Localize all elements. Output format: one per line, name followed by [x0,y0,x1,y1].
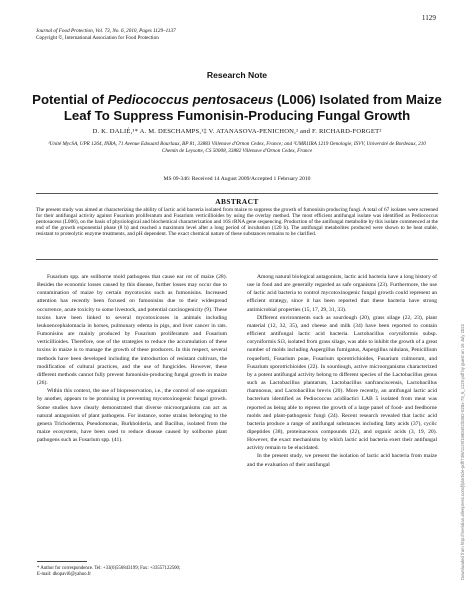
body-paragraph: In the present study, we present the isolation of lactic acid bacteria from maize and the evaluation of their antifungal [247,453,437,468]
body-left-column [37,273,227,444]
footnote-email: E-mail: dkopavi0@yahoo.fr [37,572,91,578]
body-paragraph: Among natural biological antagonists, lactic acid bacteria have a long history of use in food and are generally regarded as safe organisms (23). Furthermore, the use of lactic acid bacteria to control mycotoxinogenic fungal growth could represent an efficient strategy, since it has been reported that these bacteria have strong antimicrobial properties (15, 17, 29, 31, 33). [247,274,437,313]
download-watermark [458,40,468,580]
download-watermark-text: Downloaded from http://meridian.allenpress.com/jfp/article-pdf/73/6/1129/1680492/0362-028x-73_6_1129.pdf by guest on 16 July 2022 [460,323,465,580]
article-title [20,92,454,124]
journal-copyright: Copyright ©, International Association for Food Protection [36,35,159,42]
abstract-bottom-rule [36,259,438,260]
title-species: Pediococcus pentosaceus [107,92,274,107]
journal-header [36,28,176,42]
body-paragraph: Different environments such as sourdough (20), grass silage (22, 23), plant material (12, 32, 35), and cheese and milk (34) have been reported to contain efficient antifungal lactic acid bacteria. Lactobacillus coryniformis subsp. coryniformis Si3, isolated from grass silage, was able to inhibit the growth of a great number of molds including Aspergillus fumigatus, Aspergillus nidulans, Penicillium roqueforti, Fusarium poae, Fusarium sporotrichioides, Fusarium culmorum, and Fusarium sporotrichioides (22). In sourdough, active microorganisms characterized by a potent antifungal activity belong to different species of the Lactobacillus genus such as Lactobacillus plantarum, Lactobacillus sanfranciscensis, Lactobacillus rhamnosus, and Lactobacillus brevis (20). More recently, an antifungal lactic acid bacterium identified as Pediococcus acidilactici LAB 5 isolated from meat was reported as being able to repress the growth of a large panel of food- and feedborne molds and plant-pathogenic fungi (24). Recent research revealed that lactic acid bacteria produce a range of antifungal substances including fatty acids (37), cyclic dipeptides (38), proteinaceous compounds (22), and organic acids (3, 19, 20). However, the exact mechanisms by which lactic acid bacteria exert their antifungal activity remain to be elucidated. [247,314,437,452]
section-label: Research Note [206,70,268,80]
body-paragraph: Fusarium spp. are soilborne mold pathogens that cause ear rot of maize (28). Besides the economic losses caused by this disease, further losses may occur due to contamination of maize by certain mycotoxins such as fumonisins. Increased attention has recently been focused on fumonisins due to their widespread occurrence, acute toxicity to some livestock, and potential carcinogenicity (9). These toxins have been linked to several mycotoxicoses in animals including leukoencephalomacia in horses, pulmonary edema in pigs, and liver cancer in rats. Fumonisins are mainly produced by Fusarium proliferatum and Fusarium verticillioides. Therefore, one of the strategies to reduce the accumulation of these toxins in maize is to manage the growth of these producers. In this respect, several methods have been developed including the introduction of resistant cultivars, the modification of cultural practices, and the use of fungicides. However, these different methods cannot fully prevent fumonisin-producing fungal growth in maize (26). [37,274,227,387]
body-right-column [247,273,437,469]
abstract-top-rule [36,193,438,194]
title-suffix: (L006) Isolated from Maize Leaf To Suppress Fumonisin-Producing Fungal Growth [63,92,442,123]
page-number: 1129 [421,14,436,22]
abstract-text: The present study was aimed at characterizing the ability of lactic acid bacteria isolated from maize to suppress the growth of fumonisin producing fungi. A total of 67 isolates were screened for their antifungal activity against Fusarium proliferatum and Fusarium verticillioides by using the overlay method. The most efficient antifungal isolate was identified as Pediococcus pentosaceus (L006), on the basis of physiological and biochemical characterization and 16S rRNA gene sequencing. Production of the antifungal metabolite by this isolate commenced at the end of the growth exponential phase (8 h) and reached a maximum level after a long period of incubation (120 h). The antifungal metabolites produced were shown to be heat stable, resistant to proteolytic enzyme treatments, and pH dependent. The exact chemical nature of these substances remains to be clarified. [36,207,438,238]
title-prefix: Potential of [32,92,108,107]
manuscript-info: MS 09-346: Received 14 August 2009/Accepted 1 February 2010 [163,176,311,182]
abstract-heading: ABSTRACT [215,197,259,206]
footnotes [37,566,227,579]
body-paragraph: Within this context, the use of biopreservation, i.e., the control of one organism by another, appears to be promising in preventing mycotoxinogenic fungal growth. Some studies have clearly demonstrated that diverse microorganisms can act as natural antagonists of plant pathogens. For instance, some strains belonging to the genera Trichoderma, Pseudomonas, Burkholderia, and Bacillus, isolated from the maize ecosystem, have been used to reduce disease caused by soilborne plant pathogens such as Fusarium spp. (41). [37,388,227,444]
footnote-correspondence: * Author for correspondence. Tel: +33(0)556843199; Fax: +33557122500; [37,566,181,571]
journal-citation: Journal of Food Protection, Vol. 73, No. 6, 2010, Pages 1129–1137 [36,28,176,34]
authors: D. K. DALIÉ,¹* A. M. DESCHAMPS,¹‡ V. ATANASOVA-PENICHON,² and F. RICHARD-FORGET² [92,128,382,135]
footnote-rule [37,561,87,562]
affiliations: ¹Unité MycSA, UPR 1264, INRA, 71 Avenue Edouard Bourlaux, BP 81, 33883 Villenave d'Ornon Cedex, France; and ²UMR1IRA 1219 Oenologie, ISVV, Université de Bordeaux, 210 Chemin de Leysotte, CS 50008, 33882 Villenave d'Ornon Cedex, France [48,141,426,154]
